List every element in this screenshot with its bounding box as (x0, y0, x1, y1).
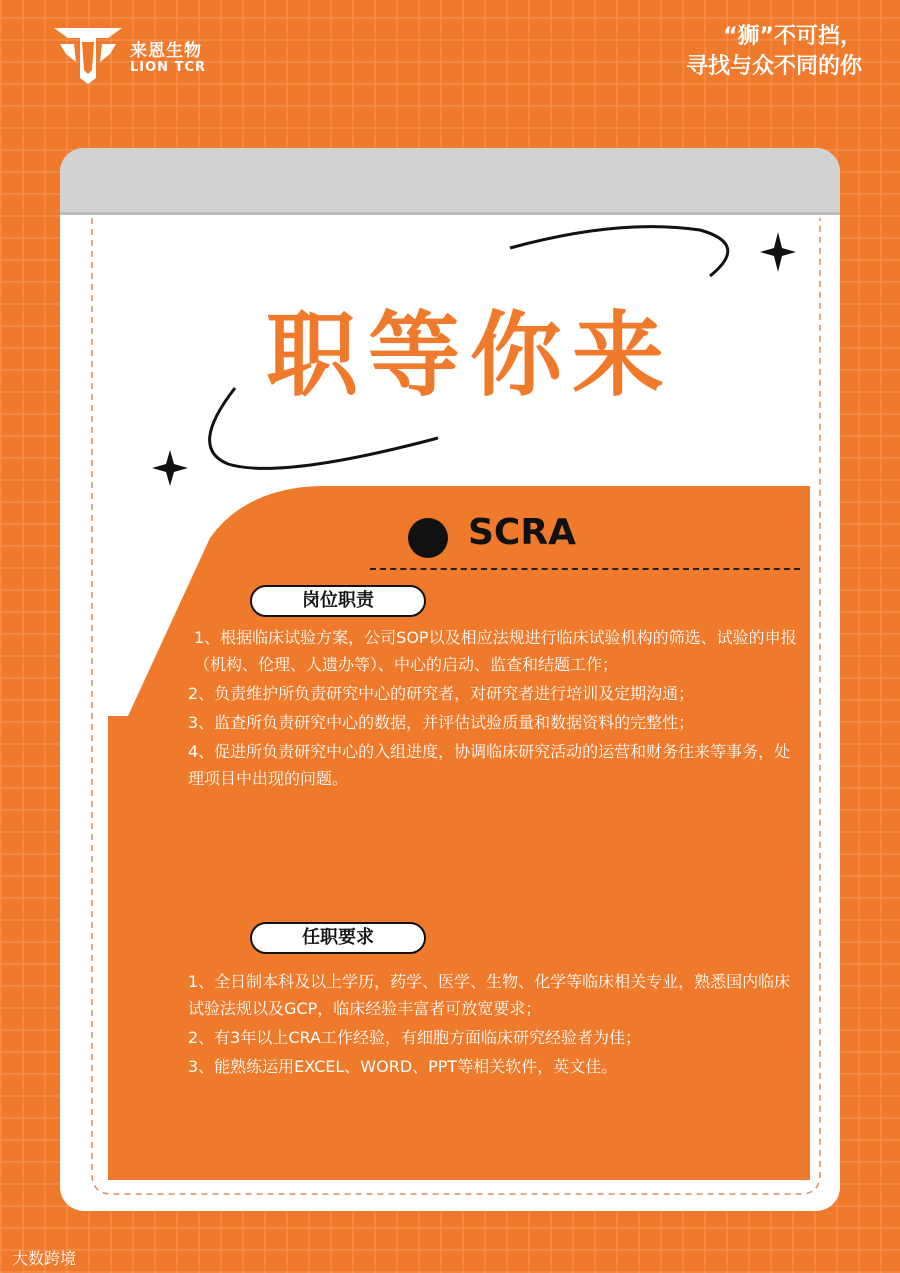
sparkle-icon (152, 450, 188, 486)
list-item: 3、能熟练运用EXCEL、WORD、PPT等相关软件，英文佳。 (188, 1057, 618, 1076)
watermark-text: 大数跨境 (12, 1249, 77, 1268)
lion-logo-icon (52, 22, 124, 86)
slogan (686, 22, 862, 82)
brand-name-en: LION TCR (130, 60, 206, 75)
list-item: 2、负责维护所负责研究中心的研究者，对研究者进行培训及定期沟通； (188, 684, 695, 703)
job-title: SCRA (468, 512, 576, 553)
swoosh-top (510, 227, 728, 276)
requirements-list (188, 968, 798, 1082)
requirements-label: 任职要求 (250, 922, 426, 954)
brand-name-cn: 来恩生物 (130, 41, 202, 61)
list-item: 4、促进所负责研究中心的入组进度，协调临床研究活动的运营和财务往来等事务，处理项目中出现的问题。 (188, 742, 791, 788)
duties-list (188, 624, 798, 794)
list-item: 1、根据临床试验方案，公司SOP以及相应法规进行临床试验机构的筛选、试验的申报（机构、伦理、人遗办等）、中心的启动、监查和结题工作； (194, 628, 797, 674)
headline: 职等你来 (265, 302, 674, 409)
list-item: 3、监查所负责研究中心的数据，并评估试验质量和数据资料的完整性； (188, 713, 695, 732)
duties-label: 岗位职责 (250, 585, 426, 617)
slogan-line-2: 寻找与众不同的你 (685, 54, 862, 79)
list-item: 2、有3年以上CRA工作经验，有细胞方面临床研究经验者为佳； (188, 1028, 641, 1047)
slogan-line-1: “狮”不可挡， (723, 24, 862, 49)
list-item: 1、全日制本科及以上学历，药学、医学、生物、化学等临床相关专业，熟悉国内临床试验法规以及GCP，临床经验丰富者可放宽要求； (188, 972, 791, 1018)
bullet-dot-icon (408, 518, 448, 558)
watermark (12, 1246, 76, 1269)
title-underline (370, 568, 800, 570)
brand-logo (52, 22, 212, 86)
job-card (60, 148, 840, 1211)
sparkle-icon (760, 232, 796, 272)
